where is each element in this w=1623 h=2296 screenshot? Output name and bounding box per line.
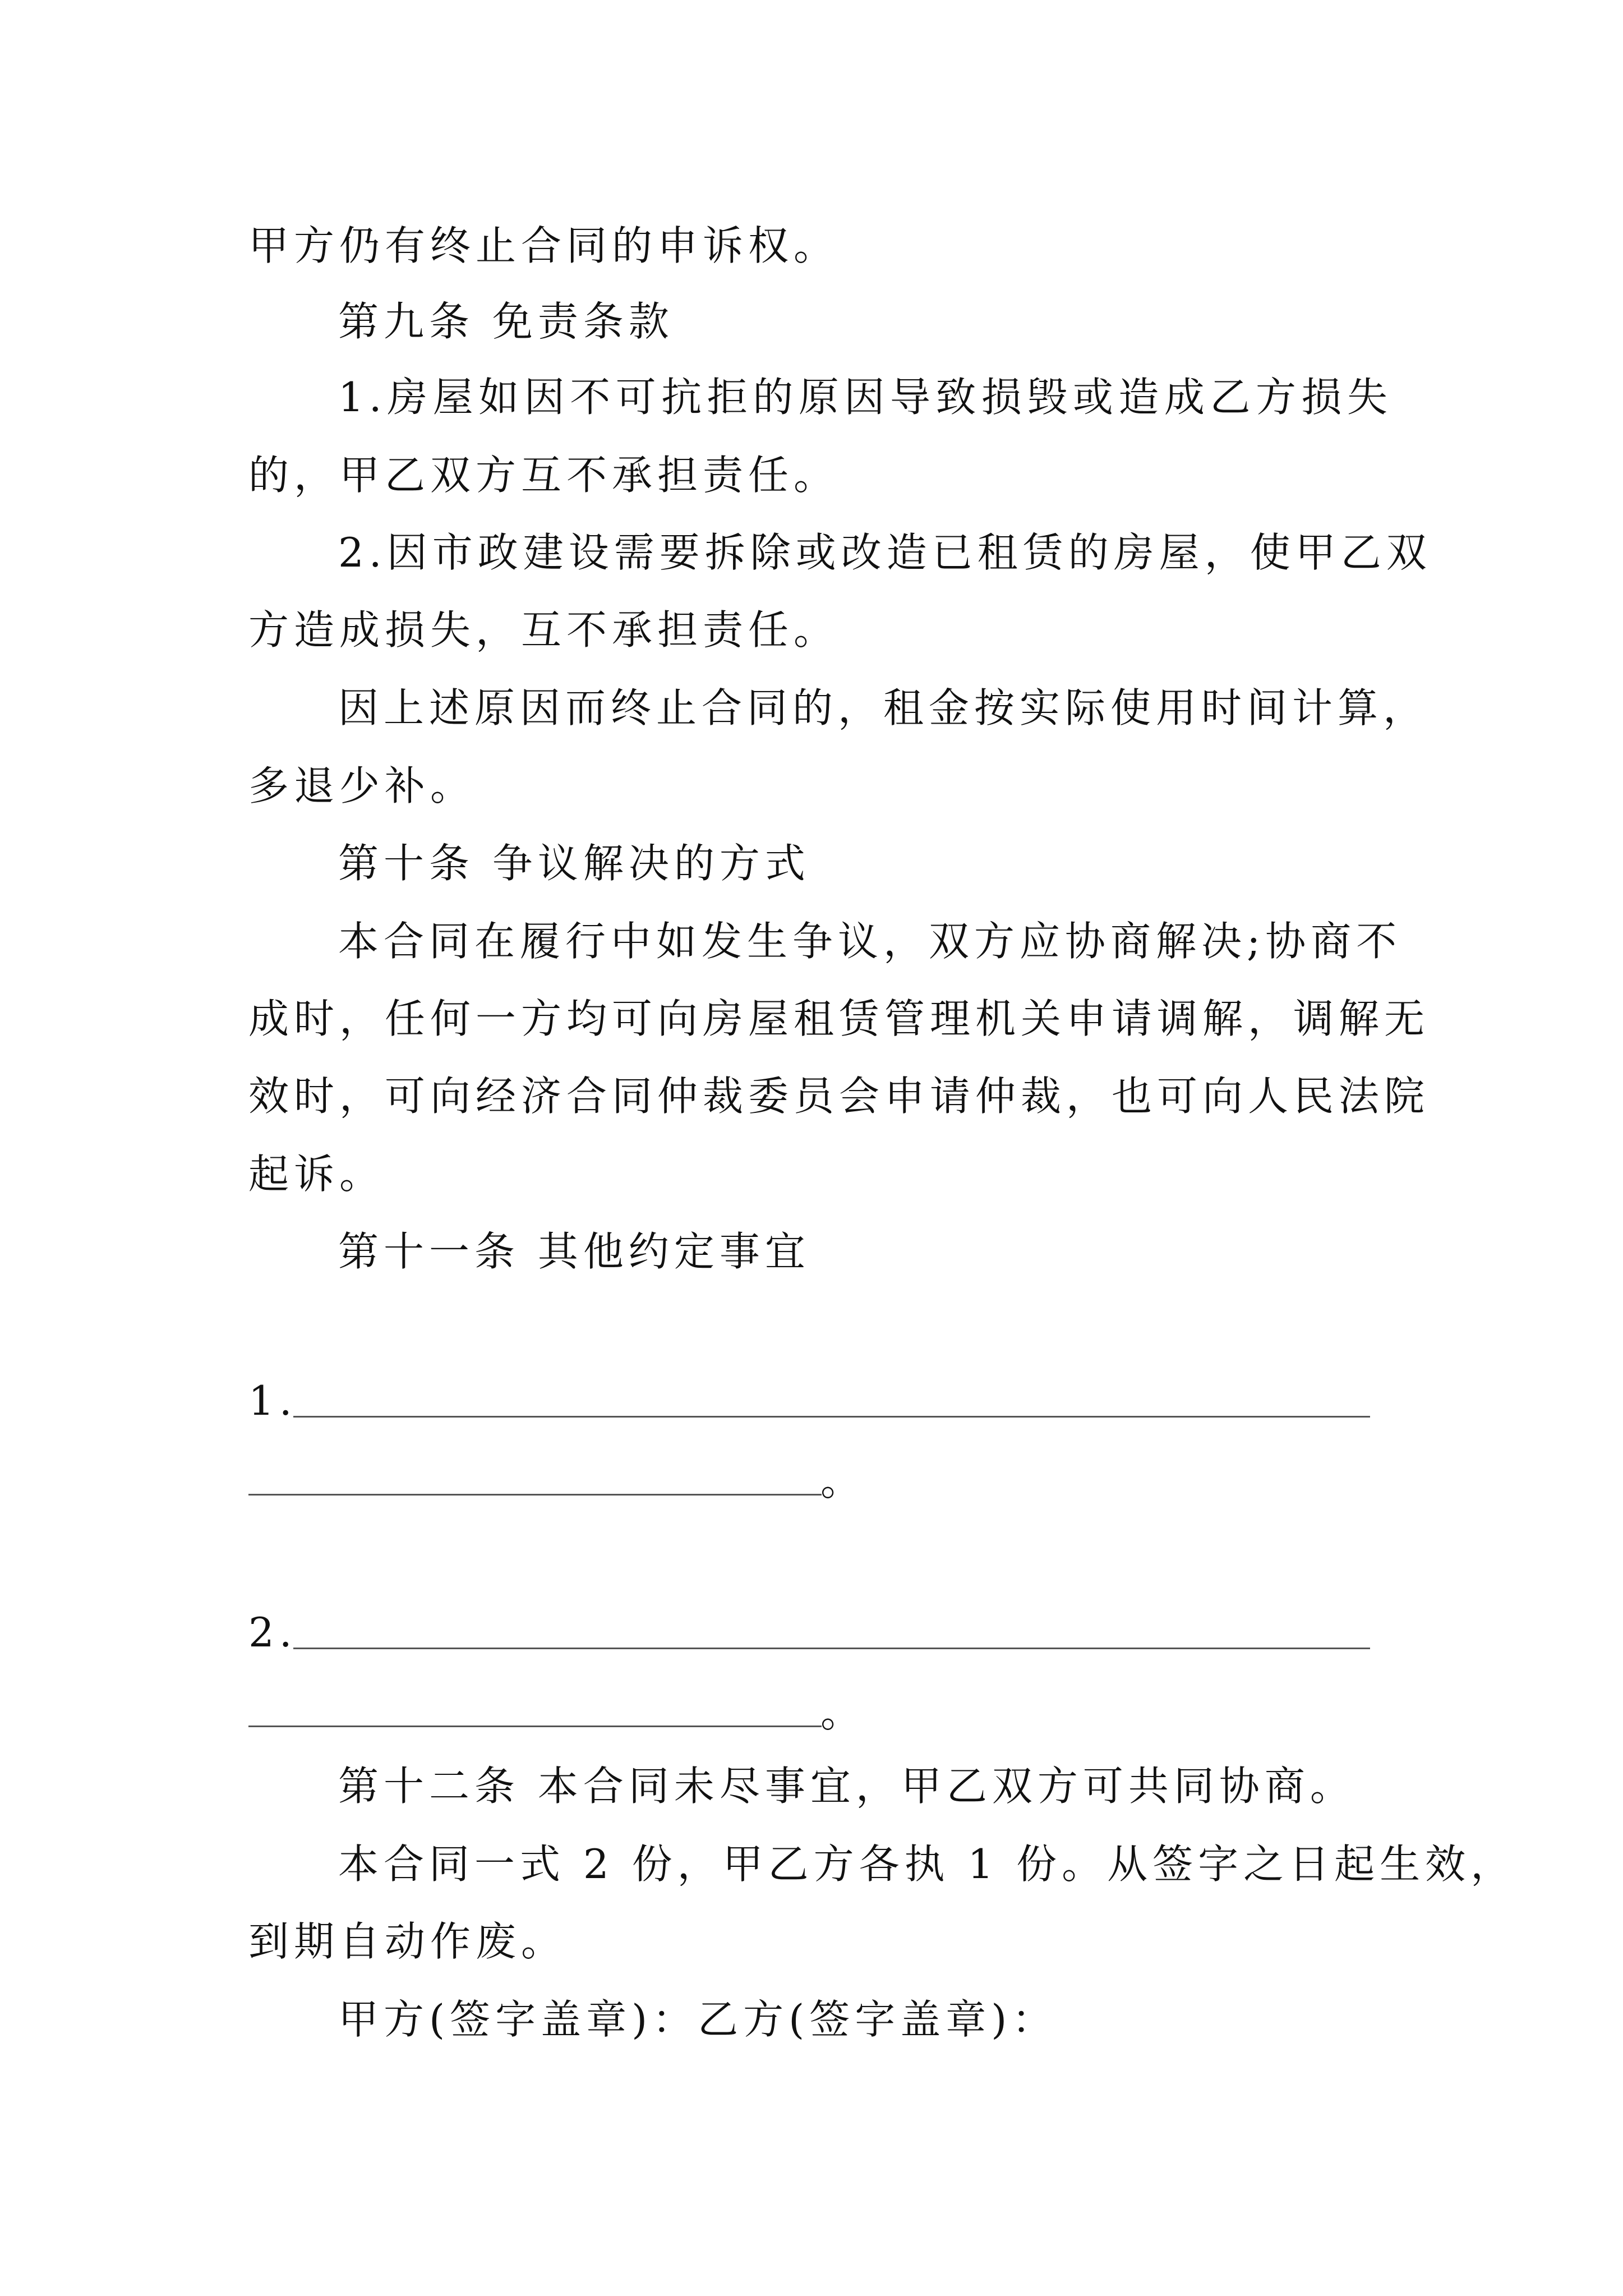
- blank-item-end: 。: [820, 1457, 866, 1504]
- signature-line: 甲方(签字盖章)：乙方(签字盖章)：: [338, 1996, 1058, 2043]
- paragraph-line: 多退少补。: [248, 762, 476, 809]
- paragraph-line: 起诉。: [248, 1151, 385, 1198]
- paragraph-line: 到期自动作废。: [248, 1918, 567, 1965]
- blank-item-number: 2.: [248, 1609, 297, 1656]
- blank-item-end: 。: [820, 1689, 866, 1736]
- fill-in-line: [293, 1416, 1370, 1418]
- paragraph-line: 本合同一式 2 份，甲乙方各执 1 份。从签字之日起生效，: [338, 1841, 1516, 1888]
- paragraph-line: 方造成损失，互不承担责任。: [248, 606, 840, 654]
- fill-in-line: [248, 1494, 822, 1496]
- article-heading: 第十二条 本合同未尽事宜，甲乙双方可共同协商。: [338, 1763, 1355, 1810]
- paragraph-line: 效时，可向经济合同仲裁委员会申请仲裁，也可向人民法院: [248, 1073, 1430, 1120]
- fill-in-line: [293, 1648, 1370, 1649]
- paragraph-line: 2.因市政建设需要拆除或改造已租赁的房屋，使甲乙双: [338, 529, 1432, 576]
- paragraph-line: 1.房屋如因不可抗拒的原因导致损毁或造成乙方损失: [338, 374, 1393, 421]
- article-heading: 第十条 争议解决的方式: [338, 840, 810, 887]
- fill-in-line: [248, 1726, 822, 1727]
- paragraph-line: 的，甲乙双方互不承担责任。: [248, 452, 840, 499]
- article-heading: 第十一条 其他约定事宜: [338, 1228, 810, 1275]
- paragraph-line: 本合同在履行中如发生争议，双方应协商解决;协商不: [338, 918, 1402, 965]
- article-heading: 第九条 免责条款: [338, 298, 674, 345]
- paragraph-line: 因上述原因而终止合同的，租金按实际使用时间计算，: [338, 684, 1429, 731]
- paragraph-line: 成时，任何一方均可向房屋租赁管理机关申请调解，调解无: [248, 995, 1430, 1042]
- blank-item-number: 1.: [248, 1377, 297, 1424]
- paragraph-line: 甲方仍有终止合同的申诉权。: [248, 222, 840, 269]
